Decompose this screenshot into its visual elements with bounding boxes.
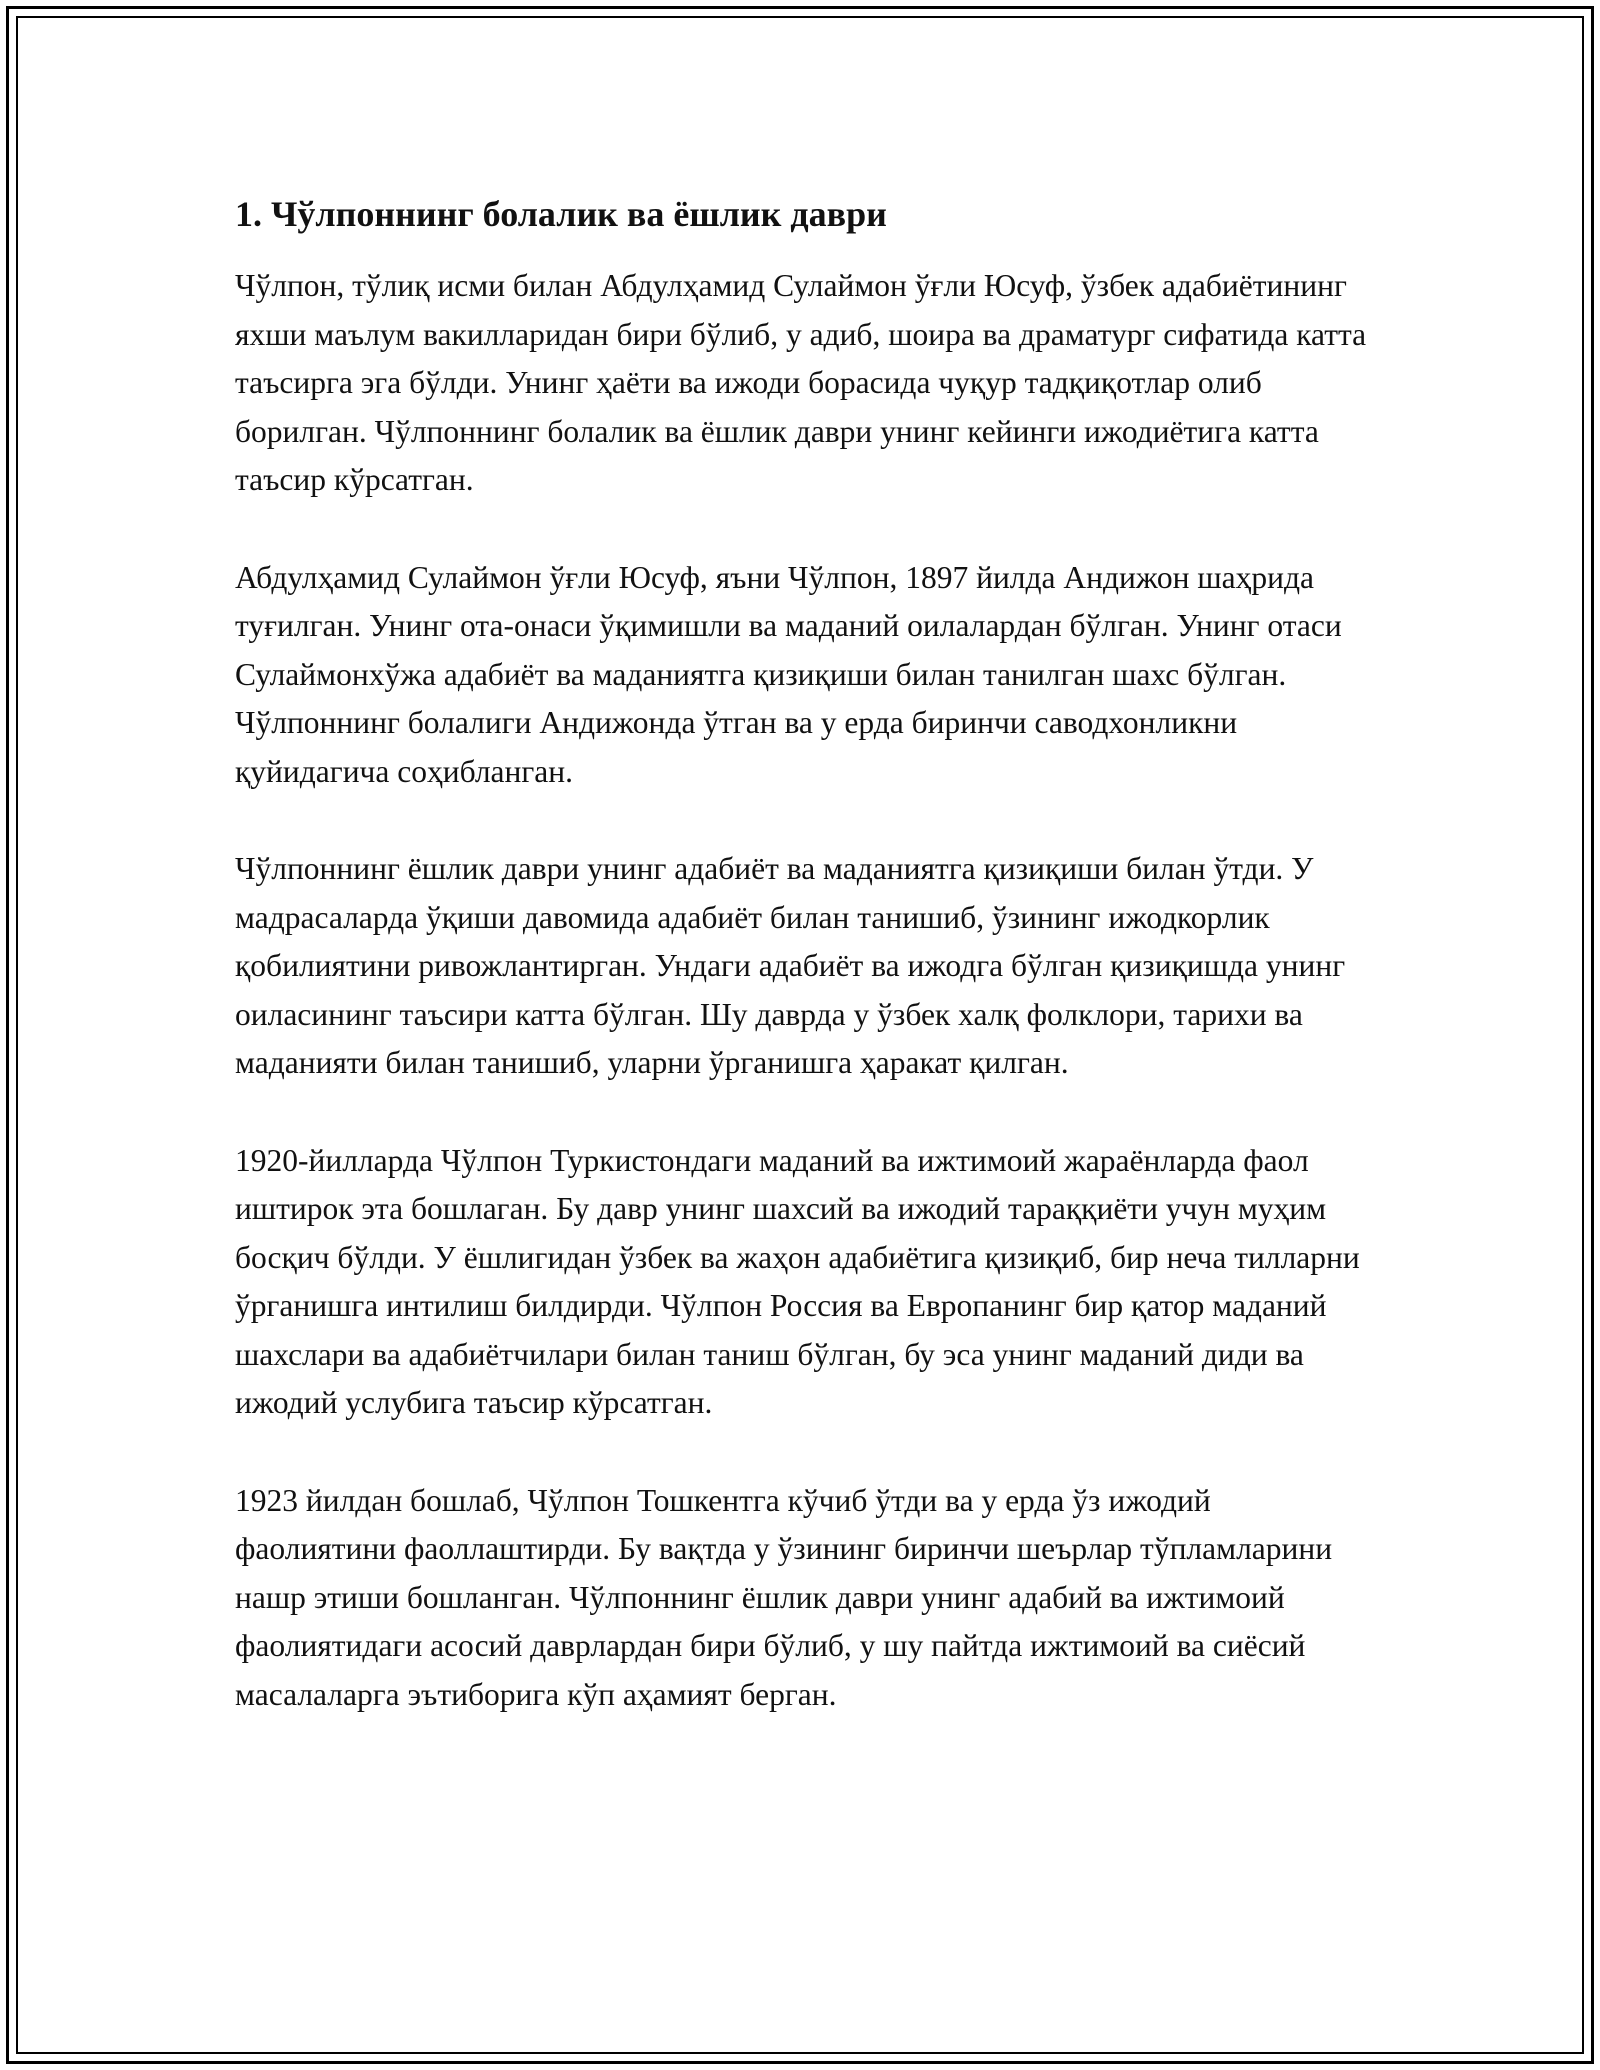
paragraph-birth: Абдулҳамид Сулаймон ўғли Юсуф, яъни Чўлпон, 1897 йилда Андижон шаҳрида туғилган. Унинг ота-онаси ўқимишли ва маданий оилалардан бўлган. Унинг отаси Сулаймонхўжа адабиёт ва маданиятга қизиқиши билан танилган шахс бўлган. Чўлпоннинг болалиги Андижонда ўтган ва у ерда биринчи саводхонликни қуйидагича соҳибланган. — [235, 559, 1342, 789]
paragraph-youth: Чўлпоннинг ёшлик даври унинг адабиёт ва маданиятга қизиқиши билан ўтди. У мадрасаларда ўқиши давомида адабиёт билан танишиб, ўзининг ижодкорлик қобилиятини ривожлантирган. Ундаги адабиёт ва ижодга бўлган қизиқишда унинг оиласининг таъсири катта бўлган. Шу даврда у ўзбек халқ фолклори, тарихи ва маданияти билан танишиб, уларни ўрганишга ҳаракат қилган. — [235, 851, 1346, 1080]
paragraph-1920s: 1920-йилларда Чўлпон Туркистондаги маданий ва ижтимоий жараёнларда фаол иштирок эта бошлаган. Бу давр унинг шахсий ва ижодий тараққиёти учун муҳим босқич бўлди. У ёшлигидан ўзбек ва жаҳон адабиётига қизиқиб, бир неча тилларни ўрганишга интилиш билдирди. Чўлпон Россия ва Европанинг бир қатор маданий шахслари ва адабиётчилари билан таниш бўлган, бу эса унинг маданий диди ва ижодий услубига таъсир кўрсатган. — [235, 1142, 1360, 1420]
section-heading: 1. Чўлпоннинг болалик ва ёшлик даври — [235, 194, 887, 234]
paragraph-intro: Чўлпон, тўлиқ исми билан Абдулҳамид Сулаймон ўғли Юсуф, ўзбек адабиётининг яхши маълум вакилларидан бири бўлиб, у адиб, шоира ва драматург сифатида катта таъсирга эга бўлди. Унинг ҳаёти ва ижоди борасида чуқур тадқиқотлар олиб борилган. Чўлпоннинг болалик ва ёшлик даври унинг кейинги ижодиётига катта таъсир кўрсатган. — [235, 268, 1367, 497]
document-body — [235, 188, 1375, 1768]
paragraph-1923: 1923 йилдан бошлаб, Чўлпон Тошкентга кўчиб ўтди ва у ерда ўз ижодий фаолиятини фаоллаштирди. Бу вақтда у ўзининг биринчи шеърлар тўпламларини нашр этиши бошланган. Чўлпоннинг ёшлик даври унинг адабий ва ижтимоий фаолиятидаги асосий даврлардан бири бўлиб, у шу пайтда ижтимоий ва сиёсий масалаларга эътиборига кўп аҳамият берган. — [235, 1482, 1333, 1712]
